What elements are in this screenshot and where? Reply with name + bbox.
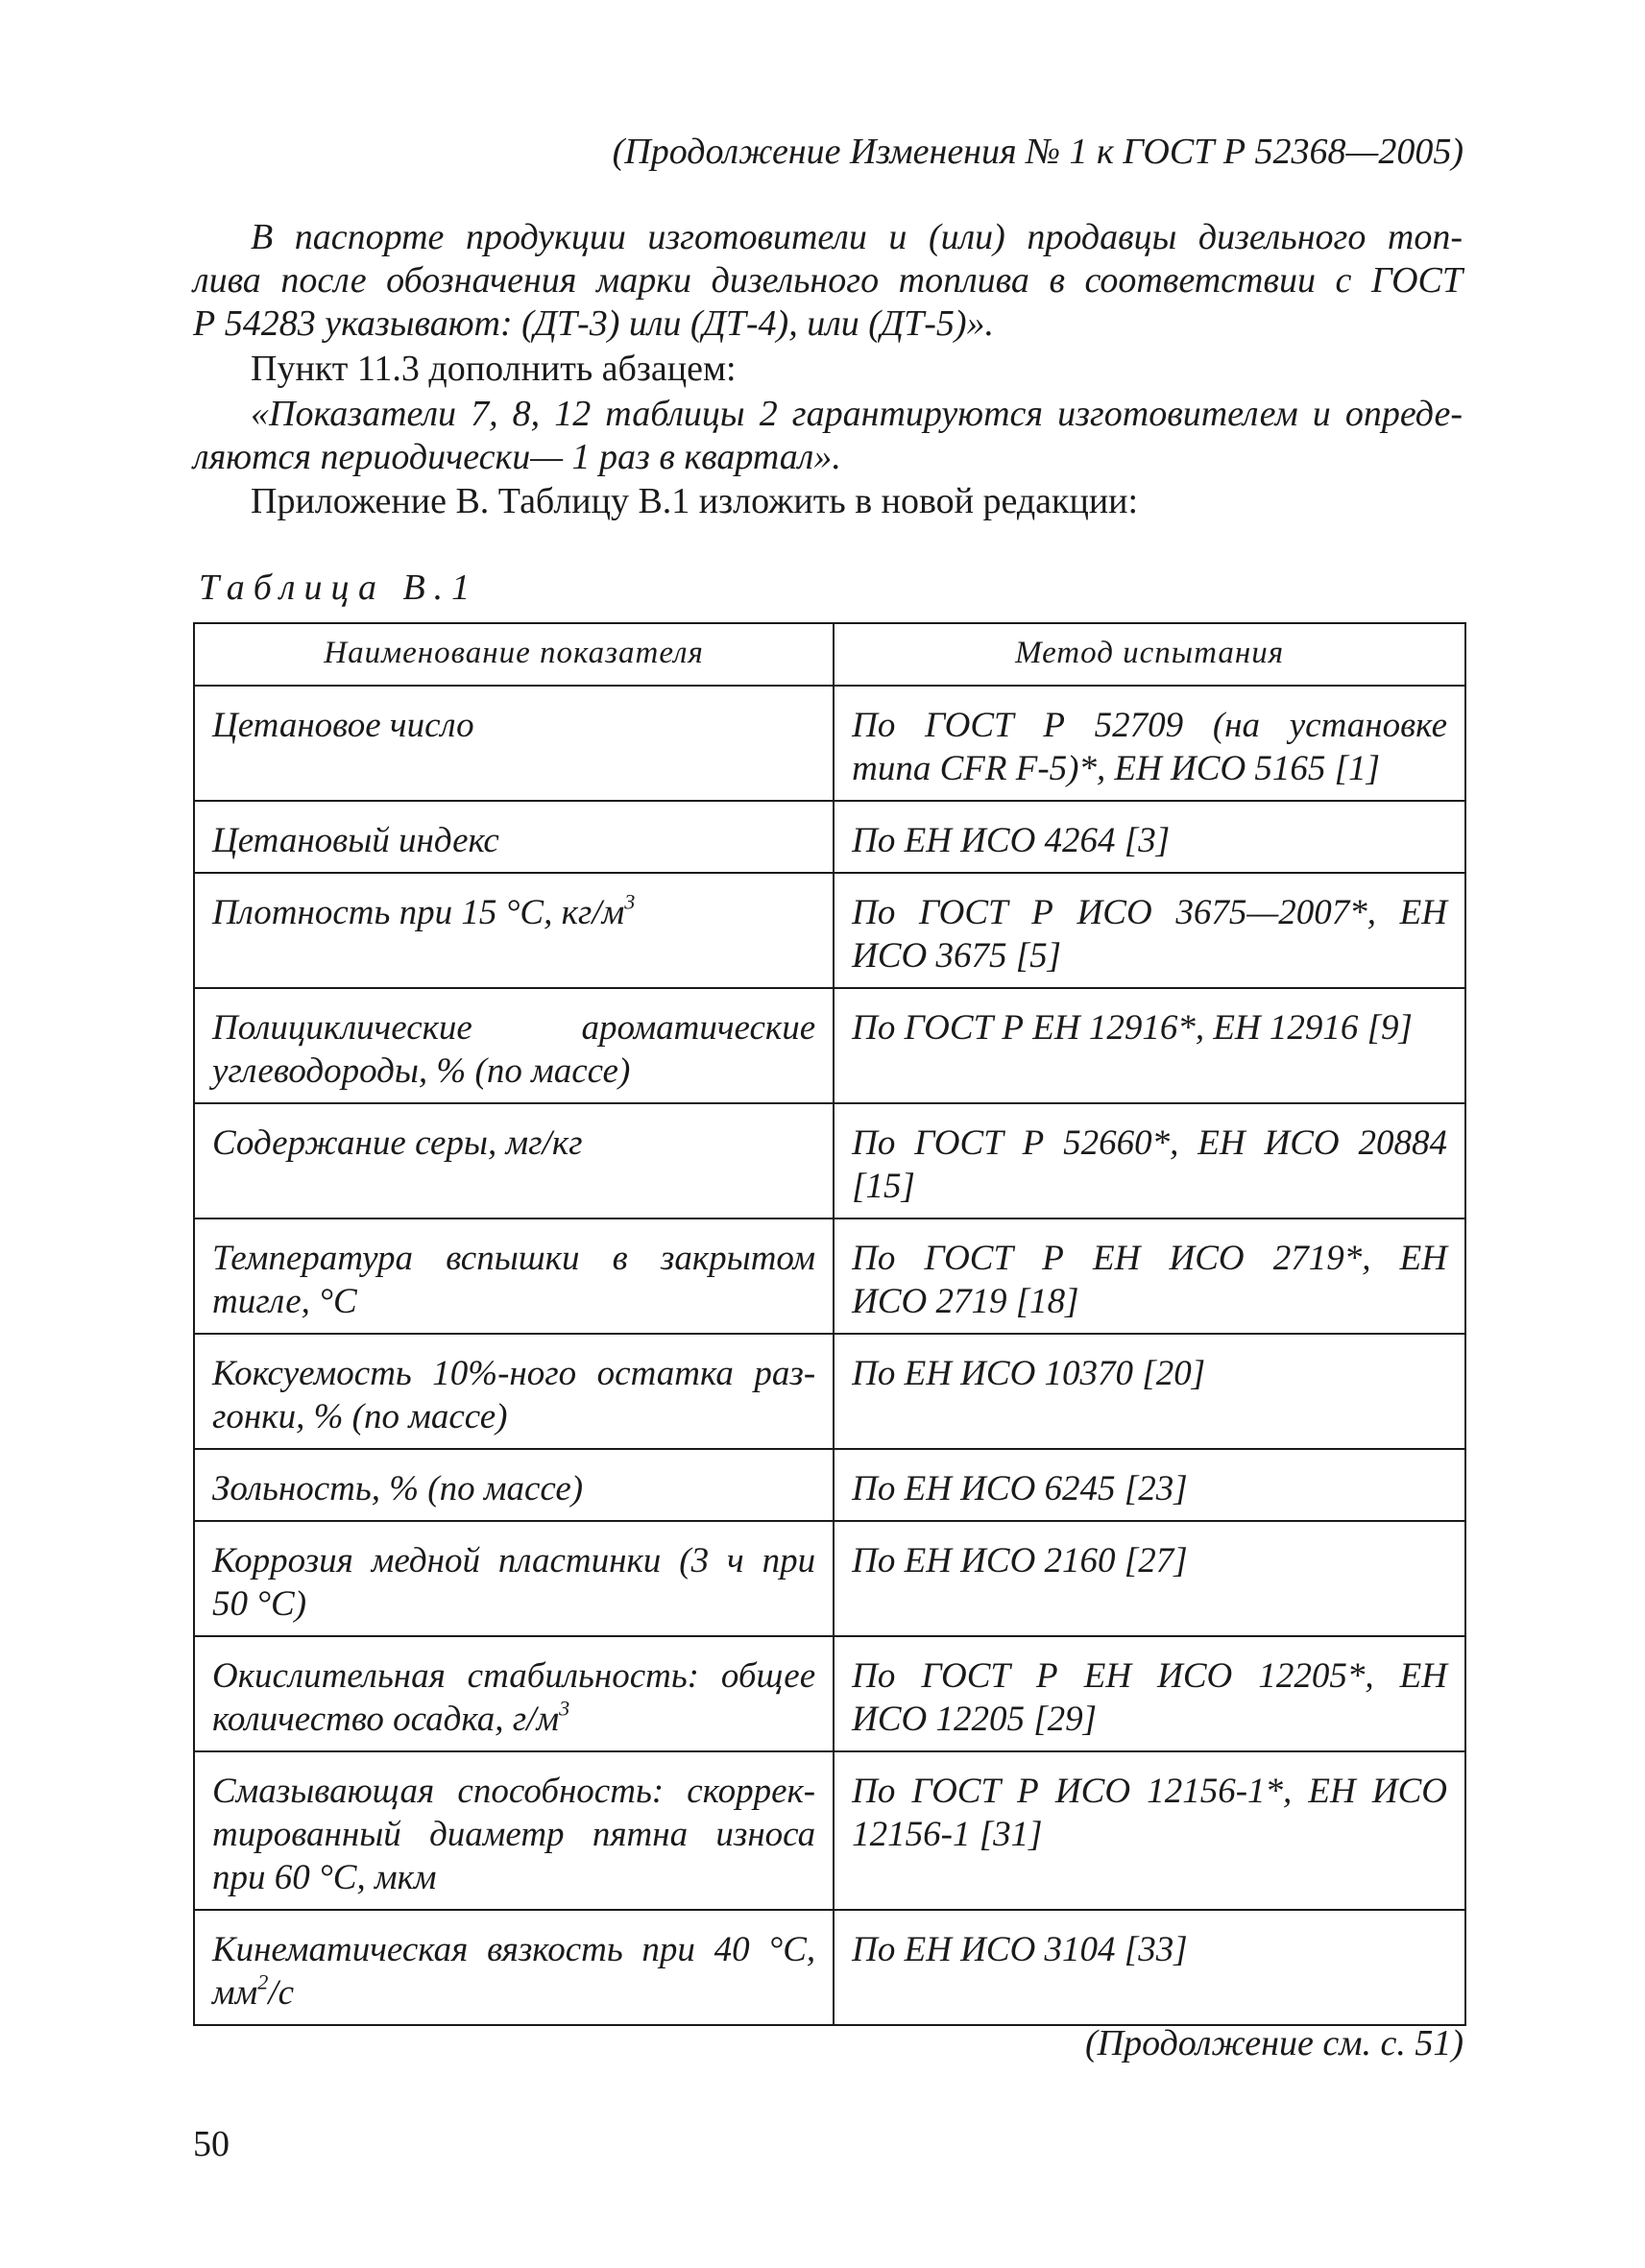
paragraph-clause: [193, 348, 1463, 391]
test-method-cell: [834, 1218, 1465, 1334]
cell-line: ИСО 3675 [5]: [852, 936, 1062, 976]
cell-line: гонки, % (по массе): [212, 1397, 508, 1436]
paragraph-line: лива после обозначения марки дизельного топлива в соответствии с ГОСТ: [193, 260, 1463, 301]
cell-line: По ЕН ИСО 10370 [20]: [852, 1354, 1206, 1393]
table-row: [194, 1521, 1465, 1636]
test-method-cell: [834, 873, 1465, 988]
cell-line: Плотность при 15 °С, $кг/м^3$: [212, 889, 636, 932]
column-header-name: Наименование показателя: [194, 623, 834, 686]
footer-continuation: (Продолжение см. с. 51): [1084, 2023, 1464, 2063]
paragraph-line: В паспорте продукции изготовители и (или) продавцы дизельного топ-: [251, 217, 1463, 257]
page-number: 50: [193, 2124, 230, 2164]
table-row: [194, 1636, 1465, 1751]
cell-line: По ГОСТ Р ИСО 12156-1*, ЕН ИСО: [852, 1772, 1447, 1811]
cell-line: Цетановое число: [212, 706, 474, 745]
paragraph-passport: [193, 216, 1463, 346]
indicator-name-cell: [194, 1910, 834, 2025]
cell-line: По ЕН ИСО 3104 [33]: [852, 1930, 1188, 1969]
indicator-name-cell: [194, 1751, 834, 1910]
header-continuation: (Продолжение Изменения № 1 к ГОСТ Р 52368—2005): [612, 132, 1464, 172]
cell-line: Температура вспышки в закрытом: [212, 1239, 816, 1278]
cell-line: количество осадка, $г/м^3$: [212, 1696, 570, 1739]
table-header-row: [194, 623, 1465, 686]
cell-line: По ГОСТ Р 52660*, ЕН ИСО 20884: [852, 1123, 1447, 1163]
indicator-name-cell: [194, 1449, 834, 1521]
indicator-name-cell: [194, 1334, 834, 1449]
table-row: [194, 1334, 1465, 1449]
paragraph-indicators: [193, 393, 1463, 479]
cell-line: По ГОСТ Р ИСО 3675—2007*, ЕН: [852, 893, 1447, 932]
paragraph-line: Пункт 11.3 дополнить абзацем:: [251, 349, 737, 389]
table-body: [194, 686, 1465, 2025]
paragraph-line: «Показатели 7, 8, 12 таблицы 2 гарантируются изготовителем и опреде-: [251, 394, 1463, 434]
test-method-cell: [834, 1449, 1465, 1521]
column-header-method: Метод испытания: [834, 623, 1465, 686]
cell-line: $мм^2/с$: [212, 1969, 295, 2013]
paragraph-line: Р 54283 указывают: (ДТ-3) или (ДТ-4), или (ДТ-5)».: [193, 303, 995, 344]
cell-line: Зольность, % (по массе): [212, 1469, 584, 1508]
table-row: [194, 1218, 1465, 1334]
cell-line: при 60 °С, мкм: [212, 1858, 437, 1897]
cell-line: Содержание серы, мг/кг: [212, 1123, 583, 1163]
indicator-name-cell: [194, 801, 834, 873]
cell-line: По ГОСТ Р ЕН ИСО 2719*, ЕН: [852, 1239, 1447, 1278]
cell-line: Полициклические ароматические: [212, 1008, 816, 1048]
cell-line: Цетановый индекс: [212, 821, 499, 860]
paragraph-appendix: [193, 480, 1463, 523]
cell-line: По ГОСТ Р ЕН 12916*, ЕН 12916 [9]: [852, 1008, 1413, 1048]
indicator-name-cell: [194, 1218, 834, 1334]
test-method-cell: [834, 1636, 1465, 1751]
cell-line: По ЕН ИСО 6245 [23]: [852, 1469, 1188, 1508]
table-caption: Таблица В.1: [199, 567, 479, 608]
cell-line: 12156-1 [31]: [852, 1815, 1043, 1854]
test-method-cell: [834, 801, 1465, 873]
test-method-cell: [834, 1751, 1465, 1910]
indicator-name-cell: [194, 686, 834, 801]
indicator-name-cell: [194, 1521, 834, 1636]
cell-line: тированный диаметр пятна износа: [212, 1815, 816, 1854]
cell-line: Кинематическая вязкость при 40 °С,: [212, 1930, 816, 1969]
cell-line: [15]: [852, 1167, 915, 1206]
test-method-cell: [834, 1521, 1465, 1636]
cell-line: Смазывающая способность: скоррек-: [212, 1772, 816, 1811]
indicator-name-cell: [194, 873, 834, 988]
cell-line: По ГОСТ Р 52709 (на установке: [852, 706, 1447, 745]
paragraph-line: Приложение В. Таблицу В.1 изложить в новой редакции:: [251, 481, 1139, 521]
table-row: [194, 1751, 1465, 1910]
cell-line: ИСО 2719 [18]: [852, 1282, 1079, 1321]
test-method-cell: [834, 988, 1465, 1103]
paragraph-line: ляются периодически— 1 раз в квартал».: [193, 437, 841, 477]
test-method-cell: [834, 1334, 1465, 1449]
cell-line: По ЕН ИСО 4264 [3]: [852, 821, 1171, 860]
cell-line: типа CFR F-5)*, ЕН ИСО 5165 [1]: [852, 749, 1380, 788]
table-row: [194, 801, 1465, 873]
cell-line: Окислительная стабильность: общее: [212, 1656, 816, 1696]
cell-line: По ГОСТ Р ЕН ИСО 12205*, ЕН: [852, 1656, 1447, 1696]
test-method-cell: [834, 686, 1465, 801]
test-method-cell: [834, 1910, 1465, 2025]
cell-line: По ЕН ИСО 2160 [27]: [852, 1541, 1188, 1580]
table-row: [194, 1910, 1465, 2025]
table-row: [194, 988, 1465, 1103]
table-row: [194, 873, 1465, 988]
cell-line: углеводороды, % (по массе): [212, 1051, 631, 1091]
test-method-cell: [834, 1103, 1465, 1218]
table-row: [194, 686, 1465, 801]
indicator-name-cell: [194, 988, 834, 1103]
indicator-name-cell: [194, 1103, 834, 1218]
table-row: [194, 1103, 1465, 1218]
cell-line: тигле, °С: [212, 1282, 357, 1321]
indicator-name-cell: [194, 1636, 834, 1751]
methods-table: [193, 622, 1466, 2026]
cell-line: Коксуемость 10%-ного остатка раз-: [212, 1354, 816, 1393]
cell-line: ИСО 12205 [29]: [852, 1700, 1098, 1739]
cell-line: 50 °С): [212, 1584, 307, 1624]
cell-line: Коррозия медной пластинки (3 ч при: [212, 1541, 816, 1580]
table-row: [194, 1449, 1465, 1521]
